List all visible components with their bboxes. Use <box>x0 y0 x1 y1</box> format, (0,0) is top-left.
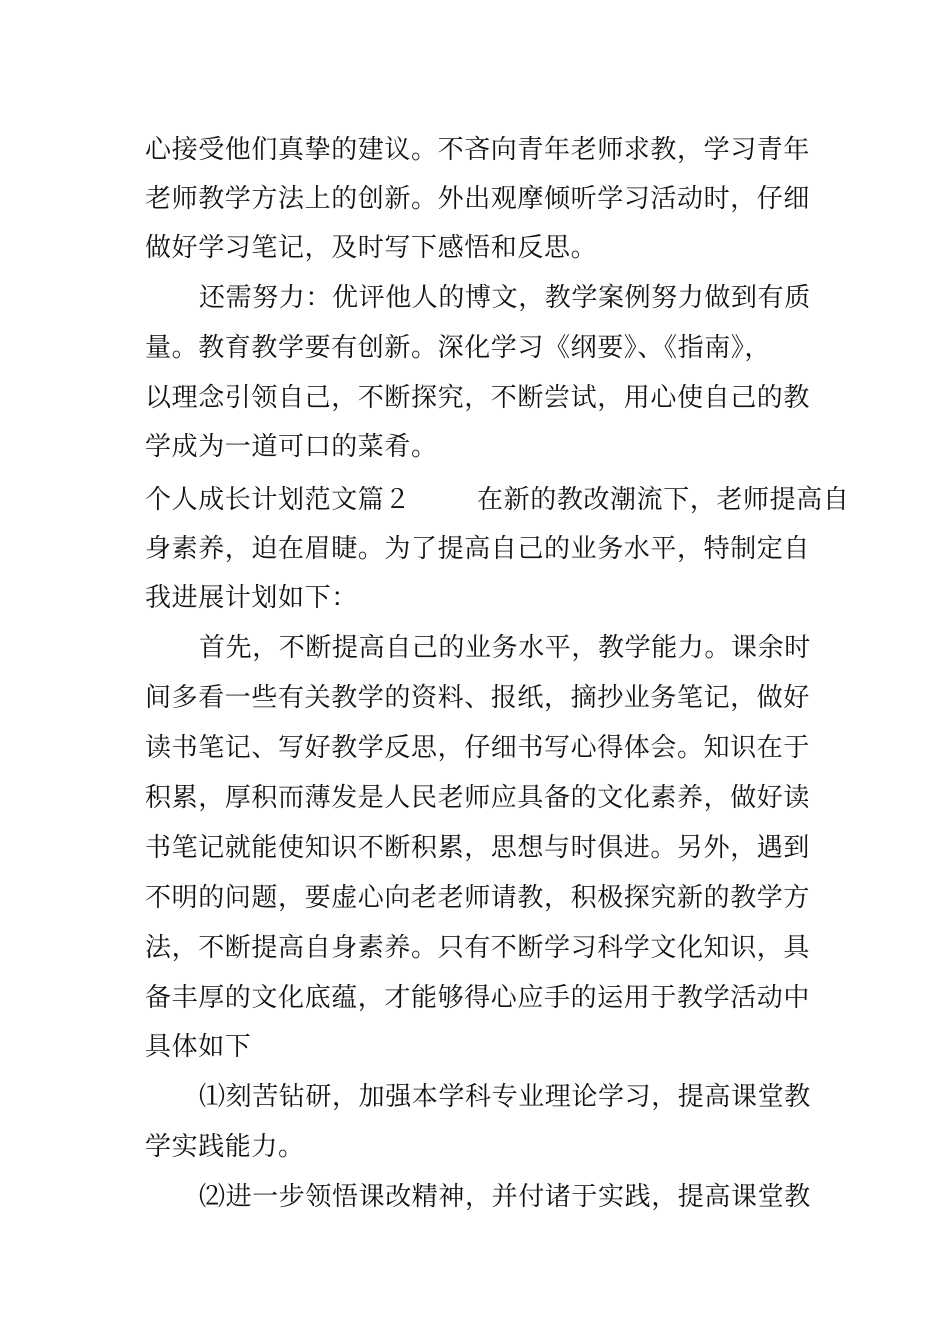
text-line: 量。教育教学要有创新。深化学习《纲要》、《指南》， <box>145 333 772 363</box>
section-heading-line <box>145 485 849 515</box>
text-line: 以理念引领自己，不断探究，不断尝试，用心使自己的教 <box>145 383 811 413</box>
text-line: 做好学习笔记，及时写下感悟和反思。 <box>145 233 598 263</box>
heading-following-text: 在新的教改潮流下，老师提高自 <box>477 485 850 515</box>
text-line: 不明的问题，要虚心向老老师请教，积极探究新的教学方 <box>145 883 811 913</box>
text-line: 心接受他们真挚的建议。不吝向青年老师求教，学习青年 <box>145 135 811 165</box>
list-item-1: ⑴刻苦钻研，加强本学科专业理论学习，提高课堂教 <box>199 1082 811 1112</box>
text-line: 学成为一道可口的菜肴。 <box>145 432 438 462</box>
text-line: 间多看一些有关教学的资料、报纸，摘抄业务笔记，做好 <box>145 683 811 713</box>
text-line: 学实践能力。 <box>145 1132 305 1162</box>
list-item-2: ⑵进一步领悟课改精神，并付诸于实践，提高课堂教 <box>199 1182 811 1212</box>
paragraph-first-line: 还需努力：优评他人的博文，教学案例努力做到有质 <box>199 283 811 313</box>
text-line: 法，不断提高自身素养。只有不断学习科学文化知识，具 <box>145 933 811 963</box>
text-line: 书笔记就能使知识不断积累，思想与时俱进。另外，遇到 <box>145 833 811 863</box>
section-heading: 个人成长计划范文篇２ <box>145 485 412 515</box>
text-line: 读书笔记、写好教学反思，仔细书写心得体会。知识在于 <box>145 733 811 763</box>
paragraph-first-line: 首先，不断提高自己的业务水平，教学能力。课余时 <box>199 633 811 663</box>
text-line: 身素养，迫在眉睫。为了提高自己的业务水平，特制定自 <box>145 534 811 564</box>
text-line: 备丰厚的文化底蕴，才能够得心应手的运用于教学活动中 <box>145 983 811 1013</box>
text-line: 我进展计划如下： <box>145 583 358 613</box>
text-line: 具体如下 <box>145 1032 252 1062</box>
text-line: 积累，厚积而薄发是人民老师应具备的文化素养，做好读 <box>145 783 811 813</box>
text-line: 老师教学方法上的创新。外出观摩倾听学习活动时，仔细 <box>145 184 811 214</box>
